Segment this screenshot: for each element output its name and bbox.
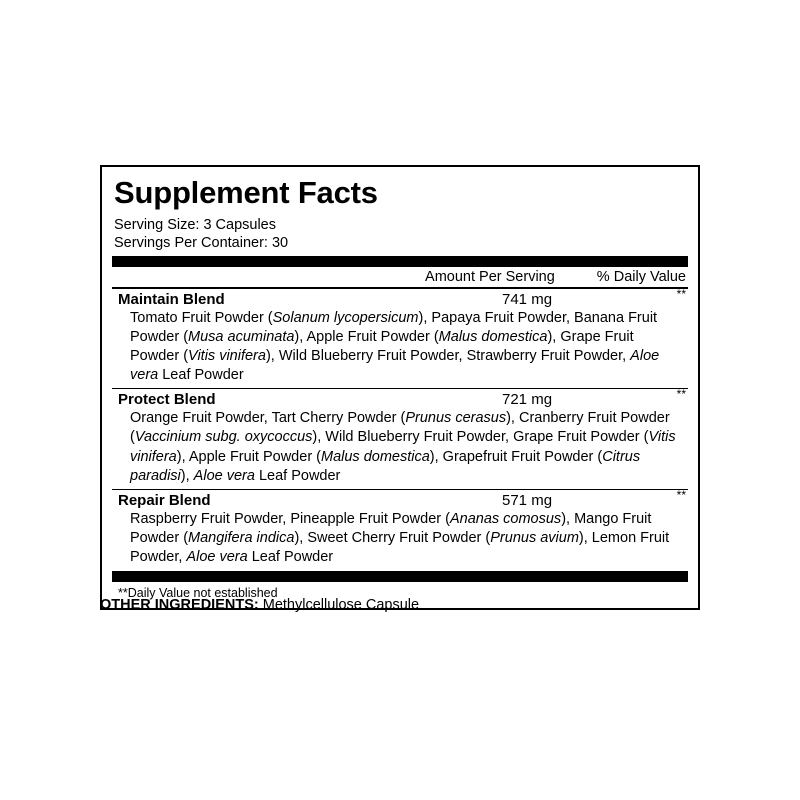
blend-daily-value: ** [676,387,686,402]
daily-value-header: % Daily Value [596,268,686,285]
header-divider-thick [112,256,688,267]
blend-daily-value: ** [676,286,686,301]
page-title: Supplement Facts [114,175,378,210]
blend-ingredients: Orange Fruit Powder, Tart Cherry Powder (Prunus cerasus), Cranberry Fruit Powder (Vaccinium subg. oxycoccus), Wild Blueberry Fruit Powder, Grape Fruit Powder (Vitis vinifera), Apple Fruit Powder (Malus domestica), Grapefruit Fruit Powder (Citrus paradisi), Aloe vera Leaf Powder [130,410,676,484]
blend-row [112,389,688,409]
blend-daily-value: ** [676,487,686,502]
blend-amount: 741 mg [502,290,553,308]
blend-name: Protect Blend [118,391,216,409]
daily-value-footnote: **Daily Value not established [118,586,278,601]
blend-amount: 571 mg [502,491,553,509]
amount-per-serving-header: Amount Per Serving [425,268,555,285]
blend-row [112,286,688,309]
servings-per-container-text: Servings Per Container: 30 [114,234,289,251]
column-headers [112,267,688,287]
blend-amount: 721 mg [502,391,553,409]
other-ingredients-line [100,597,720,613]
other-ingredients-label: OTHER INGREDIENTS: [100,597,259,613]
blend-row [112,487,688,510]
other-ingredients-value: Methylcellulose Capsule [262,597,420,613]
blend-ingredients: Tomato Fruit Powder (Solanum lycopersicum), Papaya Fruit Powder, Banana Fruit Powder (Musa acuminata), Apple Fruit Powder (Malus domestica), Grape Fruit Powder (Vitis vinifera), Wild Blueberry Fruit Powder, Strawberry Fruit Powder, Aloe vera Leaf Powder [130,309,660,384]
serving-size-text: Serving Size: 3 Capsules [114,216,276,233]
footer-divider-thick [112,571,688,582]
blend-ingredients: Raspberry Fruit Powder, Pineapple Fruit Powder (Ananas comosus), Mango Fruit Powder (Mangifera indica), Sweet Cherry Fruit Powder (Prunus avium), Lemon Fruit Powder, Aloe vera Leaf Powder [130,510,670,566]
blend-name: Maintain Blend [118,290,225,308]
blend-name: Repair Blend [118,491,211,509]
supplement-facts-panel [100,165,700,610]
